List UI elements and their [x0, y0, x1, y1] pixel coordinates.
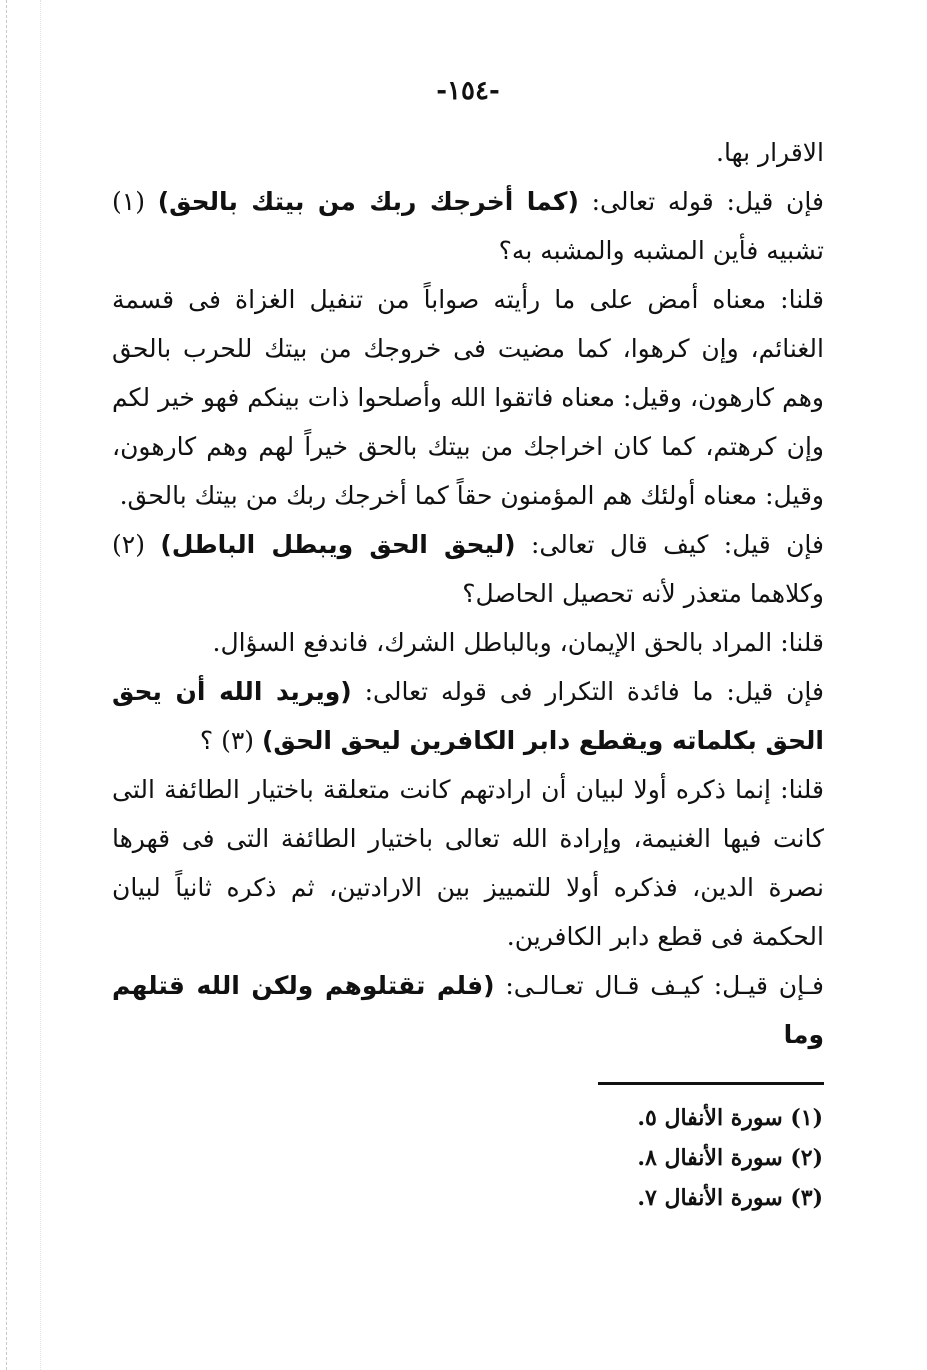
scan-margin-line-faint	[40, 0, 41, 1370]
paragraph	[112, 275, 824, 520]
paragraph	[112, 667, 824, 765]
paragraph	[112, 177, 824, 275]
paragraph-text: وكلاهما متعذر لأنه تحصيل الحاصل؟	[462, 579, 824, 608]
paragraph	[112, 618, 824, 667]
paragraph	[112, 961, 824, 1059]
scan-margin-line	[6, 0, 7, 1370]
paragraph	[112, 128, 824, 177]
footnote: (٣) سورة الأنفال ٧.	[637, 1185, 823, 1211]
paragraph-text: فإن قيل: ما فائدة التكرار فى قوله تعالى:	[351, 677, 824, 706]
footnote-reference: (٢)	[112, 530, 161, 559]
paragraph-text: قلنا: إنما ذكره أولا لبيان أن ارادتهم كانت متعلقة باختيار الطائفة التى كانت فيها الغنيمة، وإرادة الله تعالى باختيار الطائفة التى فى قهرها نصرة الدين، فذكره أولا للتمييز بين الارادتين، ثم ذكره ثانياً لبيان الحكمة فى قطع دابر الكافرين.	[112, 775, 824, 951]
footnote: (٢) سورة الأنفال ٨.	[637, 1145, 823, 1171]
footnote-reference: (٣) ؟	[199, 726, 262, 755]
paragraph-text: الاقرار بها.	[716, 138, 824, 167]
footnote-reference: (١)	[112, 187, 158, 216]
footnote: (١) سورة الأنفال ٥.	[637, 1105, 823, 1131]
page-number: -١٥٤-	[436, 76, 500, 106]
paragraph-text: تشبيه فأين المشبه والمشبه به؟	[498, 236, 824, 265]
paragraph	[112, 765, 824, 961]
footnotes	[403, 1098, 823, 1218]
paragraph-text: فإن قيل: قوله تعالى:	[578, 187, 824, 216]
body-text	[112, 128, 824, 1059]
quran-quote: (ليحق الحق ويبطل الباطل)	[160, 530, 516, 559]
quran-quote: (كما أخرجك ربك من بيتك بالحق)	[157, 187, 579, 216]
book-page	[112, 68, 824, 1059]
paragraph-text: قلنا: المراد بالحق الإيمان، وبالباطل الشرك، فاندفع السؤال.	[212, 628, 824, 657]
quran-quote: (ويريد الله أن يحق الحق بكلماته ويقطع دابر الكافرين ليحق الحق)	[112, 677, 824, 755]
paragraph	[112, 520, 824, 618]
footnote-separator	[598, 1082, 824, 1085]
quran-quote: (فلم تقتلوهم ولكن الله قتلهم وما	[112, 971, 824, 1049]
paragraph-text: فـإن قيـل: كيـف قـال تعـالـى:	[494, 971, 825, 1000]
paragraph-text: قلنا: معناه أمض على ما رأيته صواباً من تنفيل الغزاة فى قسمة الغنائم، وإن كرهوا، كما مضيت فى خروجك من بيتك للحرب بالحق وهم كارهون، وقيل: معناه فاتقوا الله وأصلحوا ذات بينكم فهو خير لكم وإن كرهتم، كما كان اخراجك من بيتك بالحق خيراً لهم وهم كارهون، وقيل: معناه أولئك هم المؤمنون حقاً كما أخرجك ربك من بيتك بالحق.	[112, 285, 824, 510]
paragraph-text: فإن قيل: كيف قال تعالى:	[515, 530, 824, 559]
